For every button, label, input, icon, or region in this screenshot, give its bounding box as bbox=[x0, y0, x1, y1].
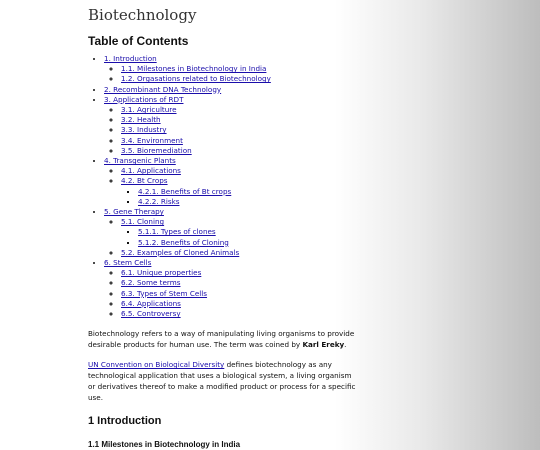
toc-link[interactable]: 2. Recombinant DNA Technology bbox=[104, 84, 222, 94]
toc-sublist bbox=[104, 268, 358, 319]
toc-link[interactable]: 1. Introduction bbox=[104, 54, 157, 63]
toc-link[interactable]: 4. Transgenic Plants bbox=[104, 156, 176, 166]
toc-link[interactable]: 3.5. Bioremediation bbox=[121, 145, 192, 155]
toc-link[interactable]: 3.1. Agriculture bbox=[121, 105, 177, 115]
toc-item bbox=[121, 105, 358, 115]
toc-link[interactable]: 5.1.1. Types of clones bbox=[138, 227, 216, 237]
toc-link[interactable]: 6.5. Controversy bbox=[121, 309, 181, 319]
toc-item bbox=[104, 156, 358, 207]
toc-link[interactable]: 6.1. Unique properties bbox=[121, 268, 202, 278]
section-heading-introduction: 1 Introduction bbox=[88, 415, 162, 428]
toc-link[interactable]: 3.2. Health bbox=[121, 115, 161, 125]
toc-item bbox=[104, 85, 358, 95]
toc-link[interactable]: 6.4. Applications bbox=[121, 298, 181, 308]
toc-item bbox=[121, 248, 358, 258]
toc-link[interactable]: 1.1. Milestones in Biotechnology in India bbox=[121, 64, 267, 74]
toc-item bbox=[121, 125, 358, 135]
coined-by-name: Karl Ereky bbox=[302, 340, 345, 350]
toc-link[interactable]: 5. Gene Therapy bbox=[104, 207, 164, 217]
definition-paragraph bbox=[88, 359, 358, 403]
toc-item bbox=[121, 176, 358, 207]
toc-item bbox=[121, 146, 358, 156]
toc-link[interactable]: 4.2. Bt Crops bbox=[121, 176, 168, 186]
site-title: Biotechnology bbox=[88, 6, 197, 24]
toc-sublist bbox=[104, 105, 358, 156]
toc-item bbox=[121, 74, 358, 84]
toc-link[interactable]: 4.2.1. Benefits of Bt crops bbox=[138, 186, 232, 196]
toc-item bbox=[121, 309, 358, 319]
toc-sublist bbox=[121, 187, 358, 207]
toc-item bbox=[121, 278, 358, 288]
toc-sublist bbox=[104, 166, 358, 207]
un-convention-link[interactable]: UN Convention on Biological Diversity bbox=[88, 360, 225, 370]
toc-item bbox=[121, 268, 358, 278]
toc-item bbox=[104, 54, 358, 85]
toc-link[interactable]: 5.2. Examples of Cloned Animals bbox=[121, 247, 240, 257]
toc-item bbox=[121, 64, 358, 74]
toc-item bbox=[138, 187, 358, 197]
toc-link[interactable]: 6.3. Types of Stem Cells bbox=[121, 288, 208, 298]
toc-item bbox=[121, 136, 358, 146]
toc-sublist bbox=[104, 217, 358, 258]
toc-item bbox=[121, 217, 358, 248]
toc-sublist bbox=[121, 227, 358, 247]
toc-link[interactable]: 6.2. Some terms bbox=[121, 278, 181, 288]
toc-sublist bbox=[104, 64, 358, 84]
toc-link[interactable]: 3.4. Environment bbox=[121, 135, 183, 145]
toc-item bbox=[121, 166, 358, 176]
toc-link[interactable]: 4.1. Applications bbox=[121, 166, 181, 176]
toc-link[interactable]: 3. Applications of RDT bbox=[104, 94, 184, 104]
intro-text: Biotechnology refers to a way of manipulating living organisms to provide desirable products for human use. The term was coined by bbox=[88, 329, 355, 350]
toc-link[interactable]: 4.2.2. Risks bbox=[138, 196, 180, 206]
intro-period: . bbox=[344, 340, 347, 350]
subsection-heading-milestones: 1.1 Milestones in Biotechnology in India bbox=[88, 440, 241, 450]
toc-item bbox=[138, 227, 358, 237]
toc-link[interactable]: 5.1.2. Benefits of Cloning bbox=[138, 237, 229, 247]
toc-link[interactable]: 1.2. Orgasations related to Biotechnology bbox=[121, 74, 271, 84]
toc-item bbox=[104, 258, 358, 319]
toc-item bbox=[104, 207, 358, 258]
intro-paragraph bbox=[88, 328, 358, 350]
toc-heading: Table of Contents bbox=[88, 34, 189, 48]
table-of-contents bbox=[88, 54, 358, 319]
toc-item bbox=[121, 289, 358, 299]
toc-item bbox=[104, 95, 358, 156]
toc-item bbox=[121, 299, 358, 309]
toc-item bbox=[121, 115, 358, 125]
toc-item bbox=[138, 197, 358, 207]
toc-link[interactable]: 6. Stem Cells bbox=[104, 258, 152, 268]
document-page bbox=[88, 0, 358, 450]
definition-text: defines biotechnology as any technological application that uses a biological system, a living organism or derivatives thereof to make a modified product or process for a specific use. bbox=[88, 360, 356, 403]
toc-link[interactable]: 3.3. Industry bbox=[121, 125, 167, 135]
toc-link[interactable]: 5.1. Cloning bbox=[121, 217, 165, 227]
toc-item bbox=[138, 238, 358, 248]
